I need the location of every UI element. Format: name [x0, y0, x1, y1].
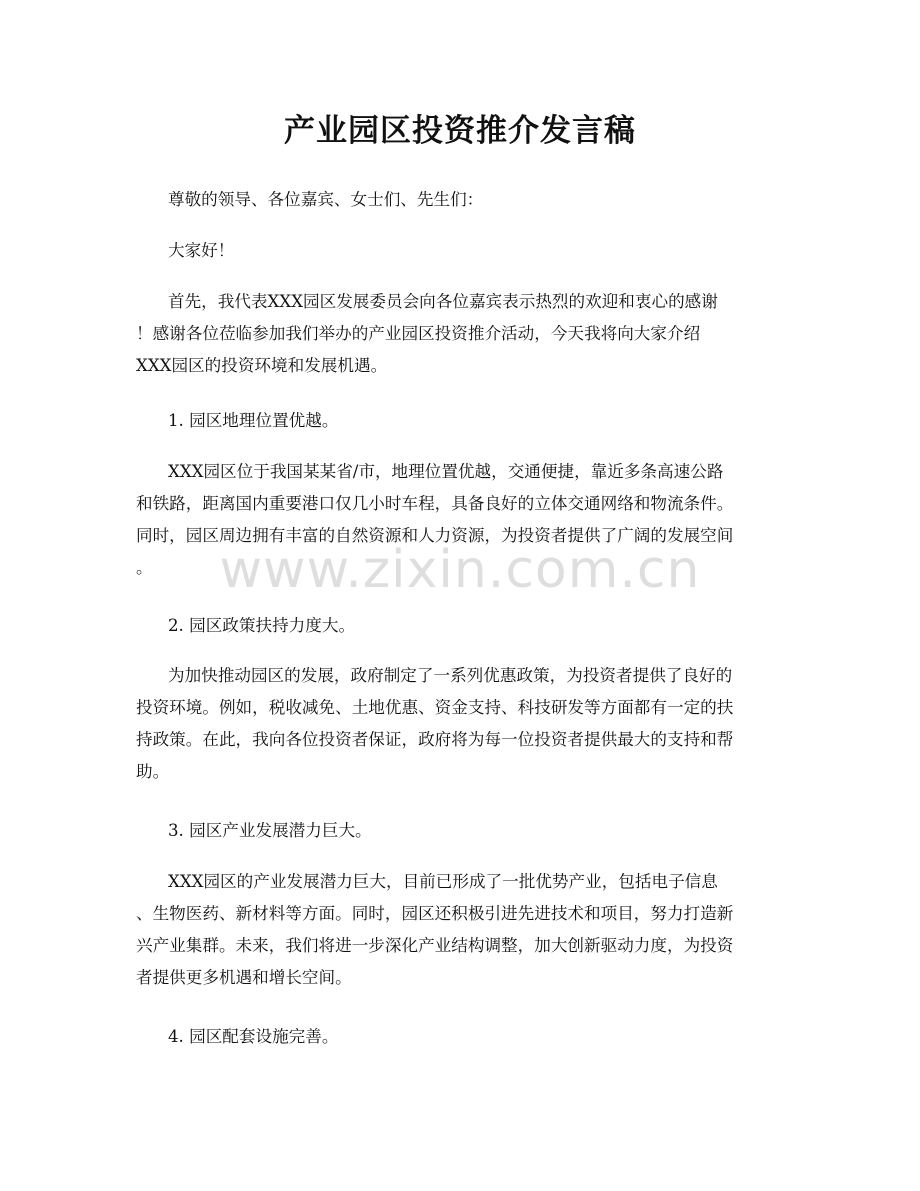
body-line: 者提供更多机遇和增长空间。	[136, 968, 352, 987]
body-line: 、生物医药、新材料等方面。同时，园区还积极引进先进技术和项目，努力打造新	[136, 904, 734, 923]
body-line: 投资环境。例如，税收减免、土地优惠、资金支持、科技研发等方面都有一定的扶	[136, 698, 734, 717]
page-title: 产业园区投资推介发言稿	[284, 113, 636, 149]
section-3-body	[136, 866, 796, 994]
section-2-heading	[136, 610, 796, 642]
body-line: 为加快推动园区的发展，政府制定了一系列优惠政策，为投资者提供了良好的	[168, 666, 733, 685]
body-line: XXX园区的产业发展潜力巨大，目前已形成了一批优势产业，包括电子信息	[168, 872, 718, 891]
section-heading-text: 2. 园区政策扶持力度大。	[168, 616, 356, 635]
body-line: 持政策。在此，我向各位投资者保证，政府将为每一位投资者提供最大的支持和帮	[136, 730, 734, 749]
section-heading-text: 4. 园区配套设施完善。	[168, 1027, 339, 1046]
section-1-body	[136, 456, 796, 584]
section-2-body	[136, 660, 796, 788]
section-heading-text: 1. 园区地理位置优越。	[168, 411, 339, 430]
body-line: 兴产业集群。未来，我们将进一步深化产业结构调整，加大创新驱动力度，为投资	[136, 936, 734, 955]
watermark: www.zixin.com.cn	[219, 540, 701, 600]
greeting	[136, 235, 796, 267]
section-1-heading	[136, 405, 796, 437]
intro-paragraph	[136, 286, 796, 382]
body-line: 。	[136, 558, 153, 577]
body-line: 助。	[136, 762, 170, 781]
section-4-heading	[136, 1021, 796, 1053]
body-line: XXX园区位于我国某某省/市，地理位置优越，交通便捷，靠近多条高速公路	[168, 462, 724, 481]
body-line: 同时，园区周边拥有丰富的自然资源和人力资源，为投资者提供了广阔的发展空间	[136, 526, 734, 545]
intro-line: 首先，我代表XXX园区发展委员会向各位嘉宾表示热烈的欢迎和衷心的感谢	[168, 292, 718, 311]
intro-line: ！感谢各位莅临参加我们举办的产业园区投资推介活动，今天我将向大家介绍	[136, 324, 701, 343]
section-3-heading	[136, 815, 796, 847]
salutation	[136, 184, 796, 216]
salutation-text: 尊敬的领导、各位嘉宾、女士们、先生们：	[168, 190, 484, 209]
greeting-text: 大家好！	[168, 241, 235, 260]
section-heading-text: 3. 园区产业发展潜力巨大。	[168, 821, 372, 840]
intro-line: XXX园区的投资环境和发展机遇。	[136, 356, 388, 375]
body-line: 和铁路，距离国内重要港口仅几小时车程，具备良好的立体交通网络和物流条件。	[136, 494, 734, 513]
